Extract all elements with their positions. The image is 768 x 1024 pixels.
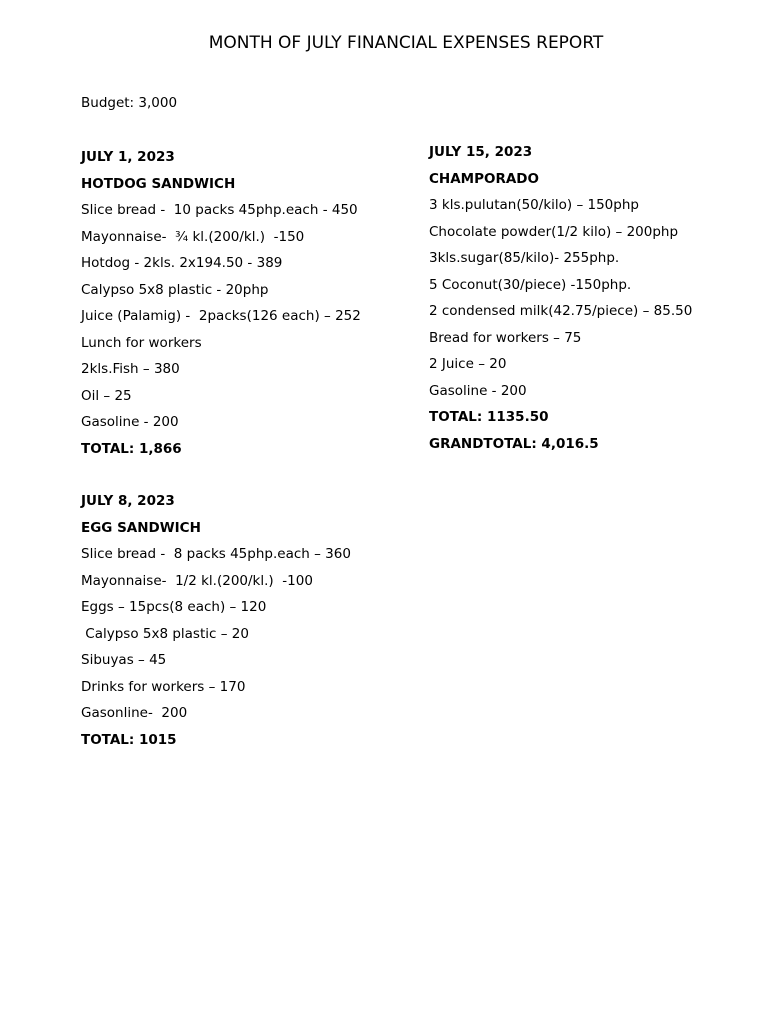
expense-item: Calypso 5x8 plastic – 20: [81, 625, 249, 642]
expense-item: Chocolate powder(1/2 kilo) – 200php: [429, 223, 679, 240]
expense-item: Lunch for workers: [81, 334, 202, 351]
expense-item: 5 Coconut(30/piece) -150php.: [429, 276, 632, 293]
expense-item: 3 kls.pulutan(50/kilo) – 150php: [429, 197, 639, 213]
expense-item: Slice bread - 10 packs 45php.each - 450: [81, 202, 358, 218]
section-total: TOTAL: 1015: [81, 731, 177, 748]
expense-item: 2 condensed milk(42.75/piece) – 85.50: [429, 303, 693, 319]
expense-item: Hotdog - 2kls. 2x194.50 - 389: [81, 255, 283, 271]
expense-section-july-8: [81, 492, 351, 757]
expense-item: Mayonnaise- 1/2 kl.(200/kl.) -100: [81, 572, 313, 589]
expense-item: Gasoline - 200: [81, 414, 179, 430]
expense-item: 2kls.Fish – 380: [81, 361, 180, 377]
expense-item: Eggs – 15pcs(8 each) – 120: [81, 599, 267, 615]
section-date: JULY 8, 2023: [81, 493, 175, 509]
budget-line: Budget: 3,000: [81, 95, 178, 111]
section-date: JULY 1, 2023: [81, 149, 175, 165]
section-heading: EGG SANDWICH: [81, 519, 201, 536]
report-title: MONTH OF JULY FINANCIAL EXPENSES REPORT: [208, 33, 604, 53]
section-total: TOTAL: 1,866: [81, 440, 182, 457]
expense-item: Oil – 25: [81, 387, 132, 404]
section-heading: HOTDOG SANDWICH: [81, 175, 236, 192]
expense-section-july-1: [81, 148, 361, 466]
expense-item: Bread for workers – 75: [429, 329, 582, 346]
section-total: TOTAL: 1135.50: [429, 409, 549, 425]
expense-item: Juice (Palamig) - 2packs(126 each) – 252: [81, 308, 361, 324]
expense-item: Slice bread - 8 packs 45php.each – 360: [81, 546, 351, 562]
grand-total: GRANDTOTAL: 4,016.5: [429, 435, 599, 452]
expense-item: Sibuyas – 45: [81, 652, 167, 668]
expense-item: Mayonnaise- ¾ kl.(200/kl.) -150: [81, 228, 305, 245]
expense-item: Gasoline - 200: [429, 382, 527, 399]
expense-item: Drinks for workers – 170: [81, 678, 246, 695]
expense-item: Calypso 5x8 plastic - 20php: [81, 281, 269, 298]
section-date: JULY 15, 2023: [429, 144, 533, 160]
expense-item: Gasonline- 200: [81, 705, 188, 721]
expense-item: 2 Juice – 20: [429, 356, 507, 372]
expense-section-july-15: [429, 143, 692, 461]
section-heading: CHAMPORADO: [429, 170, 539, 187]
expense-item: 3kls.sugar(85/kilo)- 255php.: [429, 250, 620, 266]
